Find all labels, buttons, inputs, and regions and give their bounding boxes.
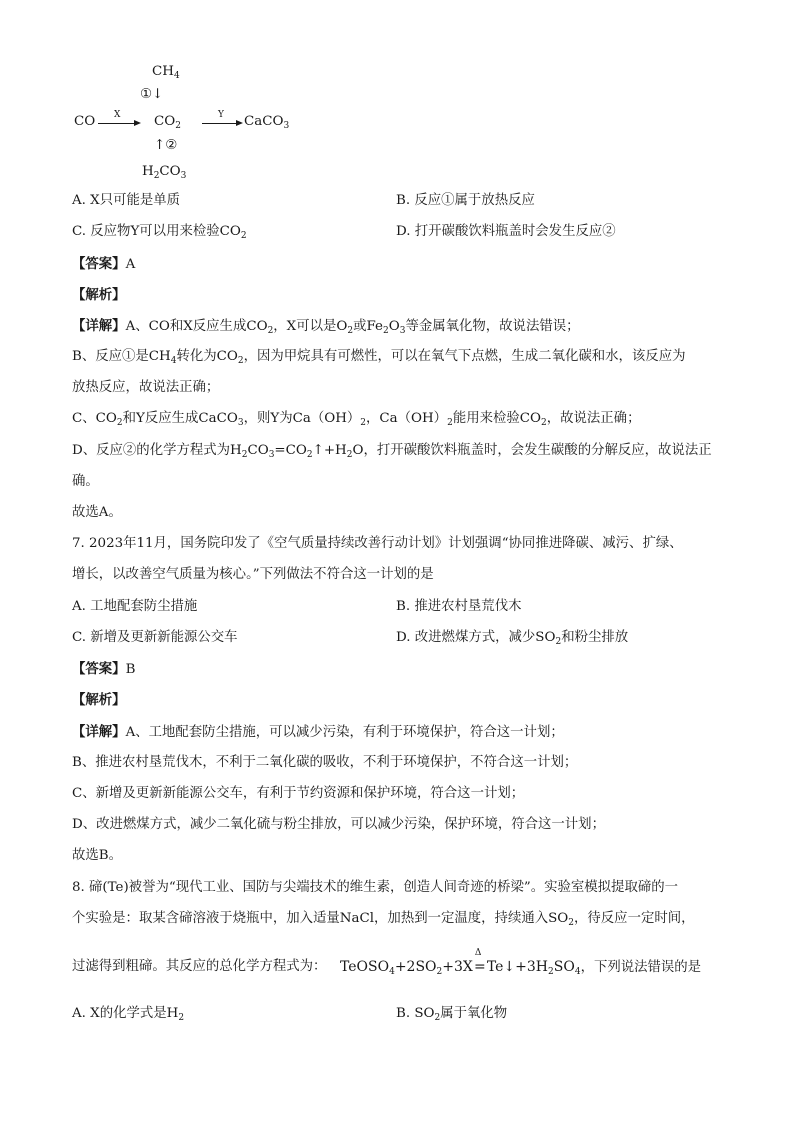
q6-option-c: C. 反应物Y可以用来检验$CO_2$ — [72, 224, 247, 241]
q6-conclusion: 故选A。 — [72, 505, 122, 520]
x-reagent-label: X — [114, 110, 121, 120]
q8-stem-line2: 个实验是：取某含碲溶液于烧瓶中，加入适量NaCl，加热到一定温度，持续通入$SO_2$，待反应一定时间， — [72, 911, 695, 928]
reaction-1-arrow: ①↓ — [140, 87, 164, 102]
q7-stem-line2: 增长，以改善空气质量为核心。”下列做法不符合这一计划的是 — [72, 567, 434, 582]
arrow-head-icon — [236, 120, 243, 126]
q7-detail-d: D、改进燃煤方式，减少二氧化硫与粉尘排放，可以减少污染，保护环境，符合这一计划； — [72, 817, 605, 832]
y-reagent-label: Y — [218, 110, 224, 120]
arrow-co-to-co2 — [98, 123, 136, 124]
q7-answer: 【答案】B — [72, 661, 136, 677]
caco3-label: CaCO$_3$ — [244, 114, 290, 131]
q6-analysis-heading: 【解析】 — [72, 287, 126, 303]
q8-stem-line1: 8. 碲(Te)被誉为“现代工业、国防与尖端技术的维生素，创造人间奇迹的桥梁”。实验室模拟提取碲的一 — [72, 880, 679, 895]
q7-conclusion: 故选B。 — [72, 848, 123, 863]
q7-option-a: A. 工地配套防尘措施 — [72, 599, 198, 614]
arrow-head-icon — [134, 120, 141, 126]
reaction-2-arrow: ↑② — [154, 138, 178, 153]
ch4-label: $CH_4$ — [152, 64, 180, 81]
arrow-co2-to-caco3 — [202, 123, 238, 124]
q6-detail-d-cont: 确。 — [72, 474, 99, 489]
q6-answer: 【答案】A — [72, 256, 136, 272]
q7-detail-b: B、推进农村垦荒伐木，不利于二氧化碳的吸收，不利于环境保护，不符合这一计划； — [72, 755, 578, 770]
q7-option-d: D. 改进燃煤方式，减少$SO_2$和粉尘排放 — [396, 630, 629, 647]
q7-stem-line1: 7. 2023年11月，国务院印发了《空气质量持续改善行动计划》计划强调“协同推进降碳、减污、扩绿、 — [72, 536, 683, 551]
co2-label: $CO_2$ — [154, 114, 181, 131]
q6-option-a: A. X只可能是单质 — [72, 193, 181, 208]
q7-option-b: B. 推进农村垦荒伐木 — [396, 599, 522, 614]
co-label: CO — [74, 114, 96, 129]
q7-option-c: C. 新增及更新新能源公交车 — [72, 630, 238, 645]
q6-detail-c: C、$CO_2$和Y反应生成CaCO$_3$，则Y为$Ca(OH)_2$，$Ca(OH)_2$能用来检验$CO_2$，故说法正确； — [72, 411, 641, 428]
q8-stem-line3: 过滤得到粗碲。其反应的总化学方程式为： — [72, 959, 327, 974]
q6-detail-b: B、反应①是$CH_4$转化为$CO_2$，因为甲烷具有可燃性，可以在氧气下点燃，生成二氧化碳和水，该反应为 — [72, 349, 686, 366]
q8-option-a: A. X的化学式是$H_2$ — [72, 1006, 185, 1023]
q7-analysis-heading: 【解析】 — [72, 692, 126, 708]
q6-option-b: B. 反应①属于放热反应 — [396, 193, 535, 208]
reaction-diagram — [72, 60, 312, 190]
q6-option-d: D. 打开碳酸饮料瓶盖时会发生反应② — [396, 224, 616, 239]
q7-detail-a: 【详解】A、工地配套防尘措施，可以减少污染，有利于环境保护，符合这一计划； — [72, 724, 564, 740]
q6-detail-b-cont: 放热反应，故说法正确； — [72, 380, 220, 395]
q8-equation: $TeOSO_4+2SO_2+3X$ Δ $=Te↓+3H_2SO_4$，下列说法错误的是 — [340, 948, 702, 977]
h2co3-label: $H_2CO_3$ — [142, 164, 187, 181]
heating-equals-sign: Δ = — [474, 948, 486, 975]
q7-detail-c: C、新增及更新新能源公交车，有利于节约资源和保护环境，符合这一计划； — [72, 786, 525, 801]
q6-detail-a: 【详解】A、CO和X反应生成$CO_2$，X可以是$O_2$或$Fe_2O_3$等金属氧化物，故说法错误； — [72, 318, 580, 336]
q6-detail-d: D、反应②的化学方程式为$H_2CO_3=CO_2↑+H_2O$，打开碳酸饮料瓶盖时，会发生碳酸的分解反应，故说法正 — [72, 443, 712, 460]
q8-option-b: B. $SO_2$属于氧化物 — [396, 1006, 508, 1023]
